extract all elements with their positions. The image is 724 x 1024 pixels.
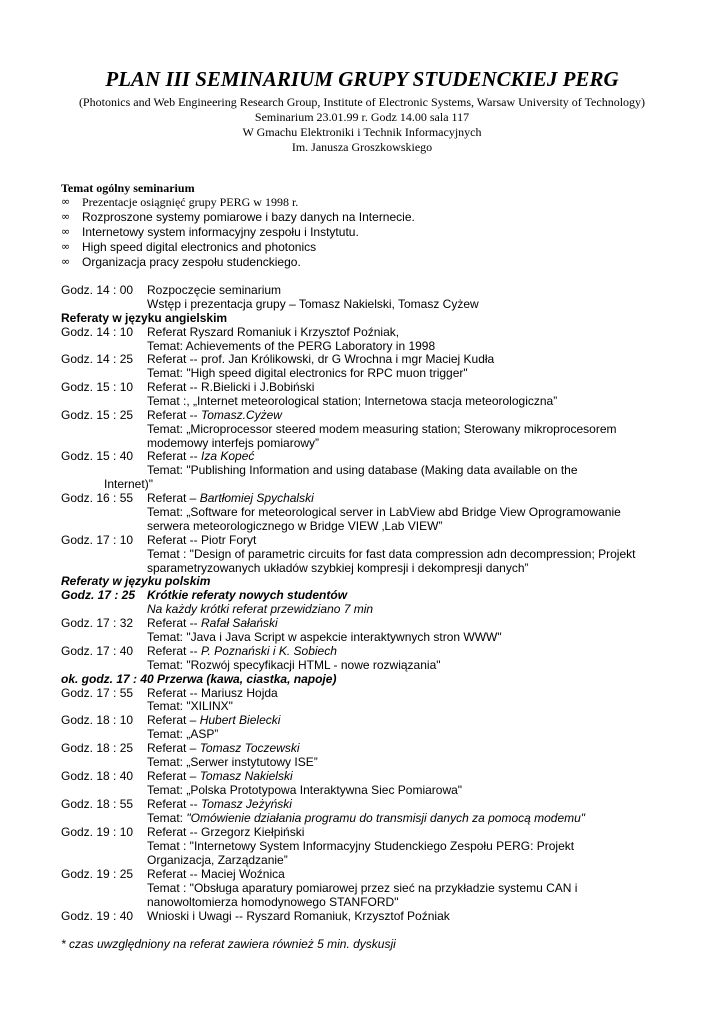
schedule-text: Temat :, „Internet meteorological station; Internetowa stacja meteorologiczna”: [147, 394, 558, 408]
topic-title: "Omówienie działania programu do transmisji danych za pomocą modemu": [186, 811, 586, 825]
schedule-text: modemowy interfejs pomiarowy”: [147, 436, 320, 450]
schedule-text: [147, 644, 337, 658]
schedule-text: Referat -- Grzegorz Kiełpiński: [147, 825, 305, 839]
schedule-text: Temat: „Microprocessor steered modem measuring station; Sterowany mikroprocesorem: [147, 422, 617, 436]
speaker-name: Tomasz Toczewski: [199, 741, 300, 755]
schedule-text: Temat: Achievements of the PERG Laboratory in 1998: [147, 339, 436, 353]
schedule-text: [147, 713, 280, 727]
referat-prefix: Referat –: [147, 741, 200, 755]
subtitle-patron: Im. Janusza Groszkowskiego: [291, 140, 433, 154]
referat-prefix: Referat –: [147, 713, 200, 727]
subtitle-building: W Gmachu Elektroniki i Technik Informacyjnych: [242, 125, 482, 139]
topic-heading: Temat ogólny seminarium: [61, 181, 195, 195]
topic-item: Organizacja pracy zespołu studenckiego.: [82, 255, 301, 269]
speaker-name: P. Poznański i K. Sobiech: [201, 644, 337, 658]
topic-item: High speed digital electronics and photonics: [82, 240, 317, 254]
subtitle-group: (Photonics and Web Engineering Research Group, Institute of Electronic Systems, Warsaw University of Technology): [78, 95, 646, 109]
bullet-icon: ∞: [61, 255, 71, 268]
section-polish: Referaty w języku polskim: [61, 574, 211, 588]
schedule-text: [147, 616, 278, 630]
schedule-text: serwera meteorologicznego w Bridge VIEW ‚Lab VIEW”: [147, 519, 443, 533]
schedule-text: Rozpoczęcie seminarium: [147, 283, 282, 297]
speaker-name: Rafał Sałański: [201, 616, 278, 630]
topic-item: Prezentacje osiągnięć grupy PERG w 1998 r.: [82, 195, 299, 209]
topic-item: Internetowy system informacyjny zespołu i Instytutu.: [82, 225, 359, 239]
referat-prefix: Referat --: [147, 616, 202, 630]
schedule-text: Organizacja, Zarządzanie”: [147, 853, 288, 867]
referat-prefix: Referat --: [147, 408, 202, 422]
topic-prefix: Temat:: [147, 811, 187, 825]
referat-prefix: Referat –: [147, 491, 200, 505]
schedule-time: Godz. 15 : 25: [61, 408, 134, 422]
schedule-text: Temat: „Polska Prototypowa Interaktywna Siec Pomiarowa": [147, 783, 463, 797]
speaker-name: Iza Kopeć: [201, 449, 255, 463]
schedule-time: Godz. 14 : 25: [61, 352, 134, 366]
schedule-note: Na każdy krótki referat przewidziano 7 min: [147, 602, 374, 616]
bullet-icon: ∞: [61, 225, 71, 238]
schedule-time: Godz. 17 : 25: [61, 588, 136, 602]
schedule-text: Temat: "XILINX": [147, 699, 233, 713]
schedule-time: Godz. 18 : 25: [61, 741, 134, 755]
referat-prefix: Referat --: [147, 644, 202, 658]
schedule-text: [147, 741, 300, 755]
page-title: PLAN III SEMINARIUM GRUPY STUDENCKIEJ PERG: [105, 67, 619, 91]
schedule-time: Godz. 17 : 10: [61, 533, 134, 547]
schedule-text: Temat : "Internetowy System Informacyjny Studenckiego Zespołu PERG: Projekt: [147, 839, 575, 853]
schedule-text: [147, 491, 314, 505]
referat-prefix: Referat –: [147, 769, 200, 783]
schedule-text: Referat -- R.Bielicki i J.Bobiński: [147, 380, 315, 394]
schedule-text: Wstęp i prezentacja grupy – Tomasz Nakielski, Tomasz Cyżew: [147, 297, 479, 311]
schedule-time: Godz. 19 : 25: [61, 867, 134, 881]
schedule-text: Wnioski i Uwagi -- Ryszard Romaniuk, Krzysztof Poźniak: [147, 909, 450, 923]
schedule-text: [147, 408, 282, 422]
schedule-text: Referat -- Maciej Woźnica: [147, 867, 285, 881]
speaker-name: Tomasz Nakielski: [199, 769, 293, 783]
referat-prefix: Referat --: [147, 797, 202, 811]
schedule-text: Temat: "Rozwój specyfikacji HTML - nowe rozwiązania": [147, 658, 441, 672]
schedule-time: Godz. 19 : 40: [61, 909, 134, 923]
bullet-icon: ∞: [61, 210, 71, 223]
schedule-time: Godz. 17 : 55: [61, 686, 134, 700]
schedule-time: Godz. 14 : 10: [61, 325, 134, 339]
speaker-name: Hubert Bielecki: [199, 713, 281, 727]
schedule-time: Godz. 18 : 10: [61, 713, 134, 727]
schedule-text: nanowoltomierza homodynowego STANFORD": [147, 895, 399, 909]
speaker-name: Tomasz.Cyżew: [201, 408, 282, 422]
schedule-text: Temat : "Obsługa aparatury pomiarowej przez sieć na przykładzie systemu CAN i: [147, 881, 578, 895]
schedule-text: Referat -- Piotr Foryt: [147, 533, 257, 547]
footnote: * czas uwzględniony na referat zawiera również 5 min. dyskusji: [61, 937, 396, 951]
schedule-text: Referat -- Mariusz Hojda: [147, 686, 278, 700]
schedule-text: Referat Ryszard Romaniuk i Krzysztof Poźniak,: [147, 325, 400, 339]
subtitle-date: Seminarium 23.01.99 r. Godz 14.00 sala 117: [254, 110, 470, 124]
schedule-time: Godz. 14 : 00: [61, 283, 134, 297]
schedule-text: Internet)": [104, 477, 153, 491]
section-english: Referaty w języku angielskim: [61, 311, 228, 325]
schedule-time: Godz. 17 : 32: [61, 616, 134, 630]
schedule-text: [147, 811, 585, 825]
schedule-time: Godz. 19 : 10: [61, 825, 134, 839]
break-line: ok. godz. 17 : 40 Przerwa (kawa, ciastka, napoje): [61, 672, 337, 686]
schedule-text: Temat: „ASP”: [147, 727, 219, 741]
topic-item: Rozproszone systemy pomiarowe i bazy danych na Internecie.: [82, 210, 415, 224]
schedule-text: Temat: „Software for meteorological server in LabView abd Bridge View Oprogramowanie: [147, 505, 621, 519]
schedule-text: [147, 769, 293, 783]
bullet-icon: ∞: [61, 195, 71, 208]
referat-prefix: Referat --: [147, 449, 202, 463]
bullet-icon: ∞: [61, 240, 71, 253]
schedule-text: Temat : "Design of parametric circuits for fast data compression adn decompression; Projekt: [147, 547, 636, 561]
schedule-text: Temat: "Java i Java Script w aspekcie interaktywnych stron WWW": [147, 630, 502, 644]
schedule-text: Krótkie referaty nowych studentów: [147, 588, 348, 602]
schedule-text: Temat: "Publishing Information and using database (Making data available on the: [147, 463, 578, 477]
schedule-text: Referat -- prof. Jan Królikowski, dr G Wrochna i mgr Maciej Kudła: [147, 352, 495, 366]
schedule-text: sparametryzowanych układów szybkiej kompresji i dekompresji danych”: [147, 561, 529, 575]
schedule-text: Temat: „Serwer instytutowy ISE”: [147, 755, 318, 769]
speaker-name: Tomasz Jeżyński: [201, 797, 292, 811]
schedule-time: Godz. 17 : 40: [61, 644, 134, 658]
schedule-text: [147, 797, 292, 811]
schedule-time: Godz. 16 : 55: [61, 491, 134, 505]
schedule-time: Godz. 18 : 55: [61, 797, 134, 811]
schedule-text: Temat: "High speed digital electronics for RPC muon trigger": [147, 366, 468, 380]
schedule-text: [147, 449, 254, 463]
schedule-time: Godz. 15 : 40: [61, 449, 134, 463]
schedule-time: Godz. 18 : 40: [61, 769, 134, 783]
speaker-name: Bartłomiej Spychalski: [199, 491, 314, 505]
schedule-time: Godz. 15 : 10: [61, 380, 134, 394]
